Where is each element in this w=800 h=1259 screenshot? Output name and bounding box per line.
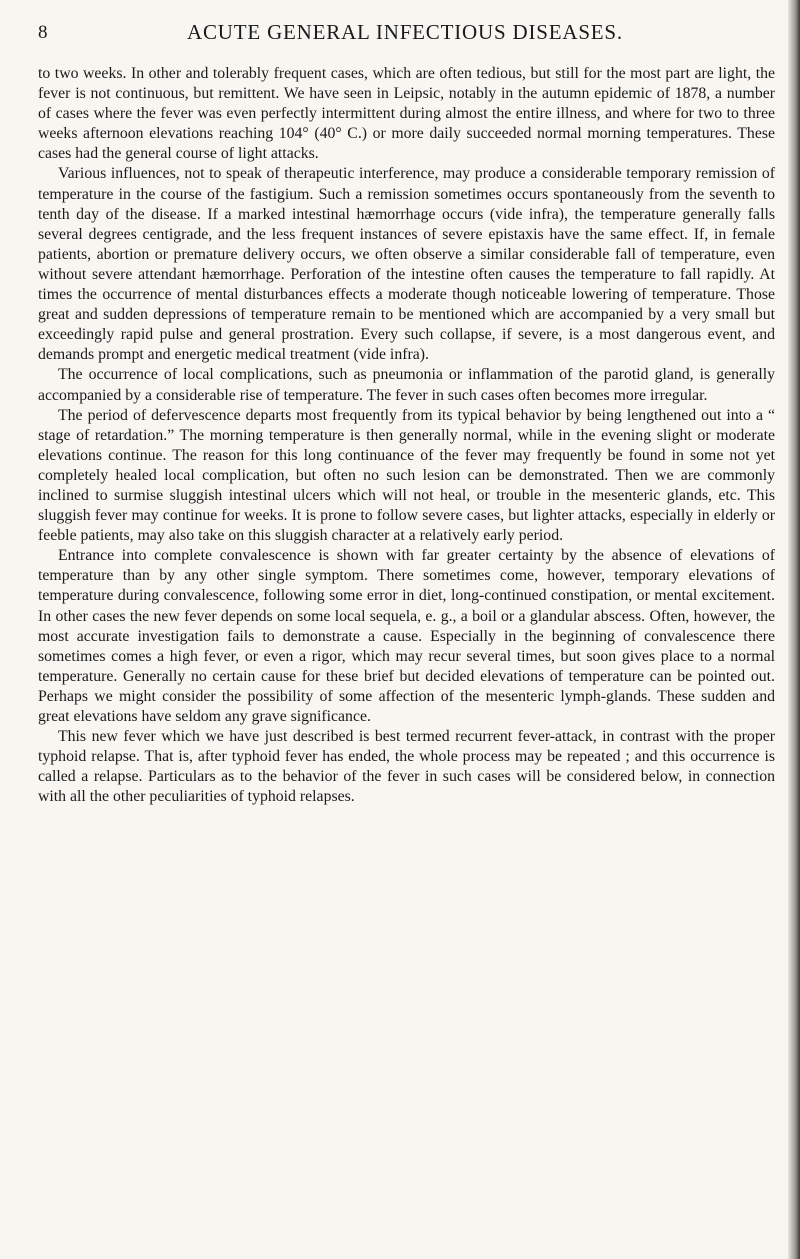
body-text <box>38 64 775 807</box>
paragraph-defervescence: The period of defervescence departs most frequently from its typical behavior by being lengthened out into a “ stage of retardation.” The morning temperature is then generally normal, while in the evening slight or moderate elevations continue. The reason for this long continuance of the fever may frequently be found in some not yet completely healed local complication, but often no such lesion can be demonstrated. Then we are commonly inclined to surmise sluggish intestinal ulcers which will not heal, or trouble in the mesenteric glands, etc. This sluggish fever may continue for weeks. It is prone to follow severe cases, but lighter attacks, especially in elderly or feeble patients, may also take on this sluggish character at a relatively early period. <box>38 406 775 545</box>
running-title: ACUTE GENERAL INFECTIOUS DISEASES. <box>187 20 623 44</box>
paragraph-local-complications: The occurrence of local complications, such as pneumonia or inflammation of the parotid gland, is generally accompanied by a considerable rise of temperature. The fever in such cases often becomes more irregular. <box>38 366 775 404</box>
paragraph-temperature-remission: Various influences, not to speak of therapeutic interference, may produce a considerable temporary remission of temperature in the course of the fastigium. Such a remission sometimes occurs spontaneously from the seventh to tenth day of the disease. If a marked intestinal hæmorrhage occurs (vide infra), the temperature generally falls several degrees centigrade, and the less frequent instances of severe epistaxis have the same effect. If, in female patients, abortion or premature delivery occurs, we often observe a similar considerable fall of temperature, even without severe attendant hæmorrhage. Perforation of the intestine often causes the temperature to fall rapidly. At times the occurrence of mental disturbances effects a moderate though noticeable lowering of temperature. Those great and sudden depressions of temperature remain to be mentioned which are accompanied by a very small but exceedingly rapid pulse and general prostration. Every such collapse, if severe, is a most dangerous event, and demands prompt and energetic medical treatment (vide infra). <box>38 165 775 364</box>
paragraph-convalescence: Entrance into complete convalescence is shown with far greater certainty by the absence of elevations of temperature than by any other single symptom. There sometimes come, however, temporary elevations of temperature during convalescence, following some error in diet, long-continued constipation, or mental excitement. In other cases the new fever depends on some local sequela, e. g., a boil or a glandular abscess. Often, however, the most accurate investigation fails to demonstrate a cause. Especially in the beginning of convalescence there sometimes comes a high fever, or even a rigor, which may recur several times, but soon gives place to a normal temperature. Generally no certain cause for these brief but decided elevations of temperature can be pointed out. Perhaps we might consider the possibility of some affection of the mesenteric lymph-glands. These sudden and great elevations have seldom any grave significance. <box>38 547 775 725</box>
page-edge-shadow <box>788 0 800 1259</box>
paragraph-continuation: to two weeks. In other and tolerably frequent cases, which are often tedious, but still for the most part are light, the fever is not continuous, but remittent. We have seen in Leipsic, notably in the autumn epidemic of 1878, a number of cases where the fever was even perfectly intermittent during almost the entire illness, and where for two to three weeks afternoon elevations reaching 104° (40° C.) or more daily succeeded normal morning temperatures. These cases had the general course of light attacks. <box>38 65 775 163</box>
page-header <box>38 20 772 50</box>
paragraph-relapse: This new fever which we have just described is best termed recurrent fever-attack, in contrast with the proper typhoid relapse. That is, after typhoid fever has ended, the whole process may be repeated ; and this occurrence is called a relapse. Particulars as to the behavior of the fever in such cases will be considered below, in connection with all the other peculiarities of typhoid relapses. <box>38 728 775 806</box>
page-number: 8 <box>38 22 48 43</box>
